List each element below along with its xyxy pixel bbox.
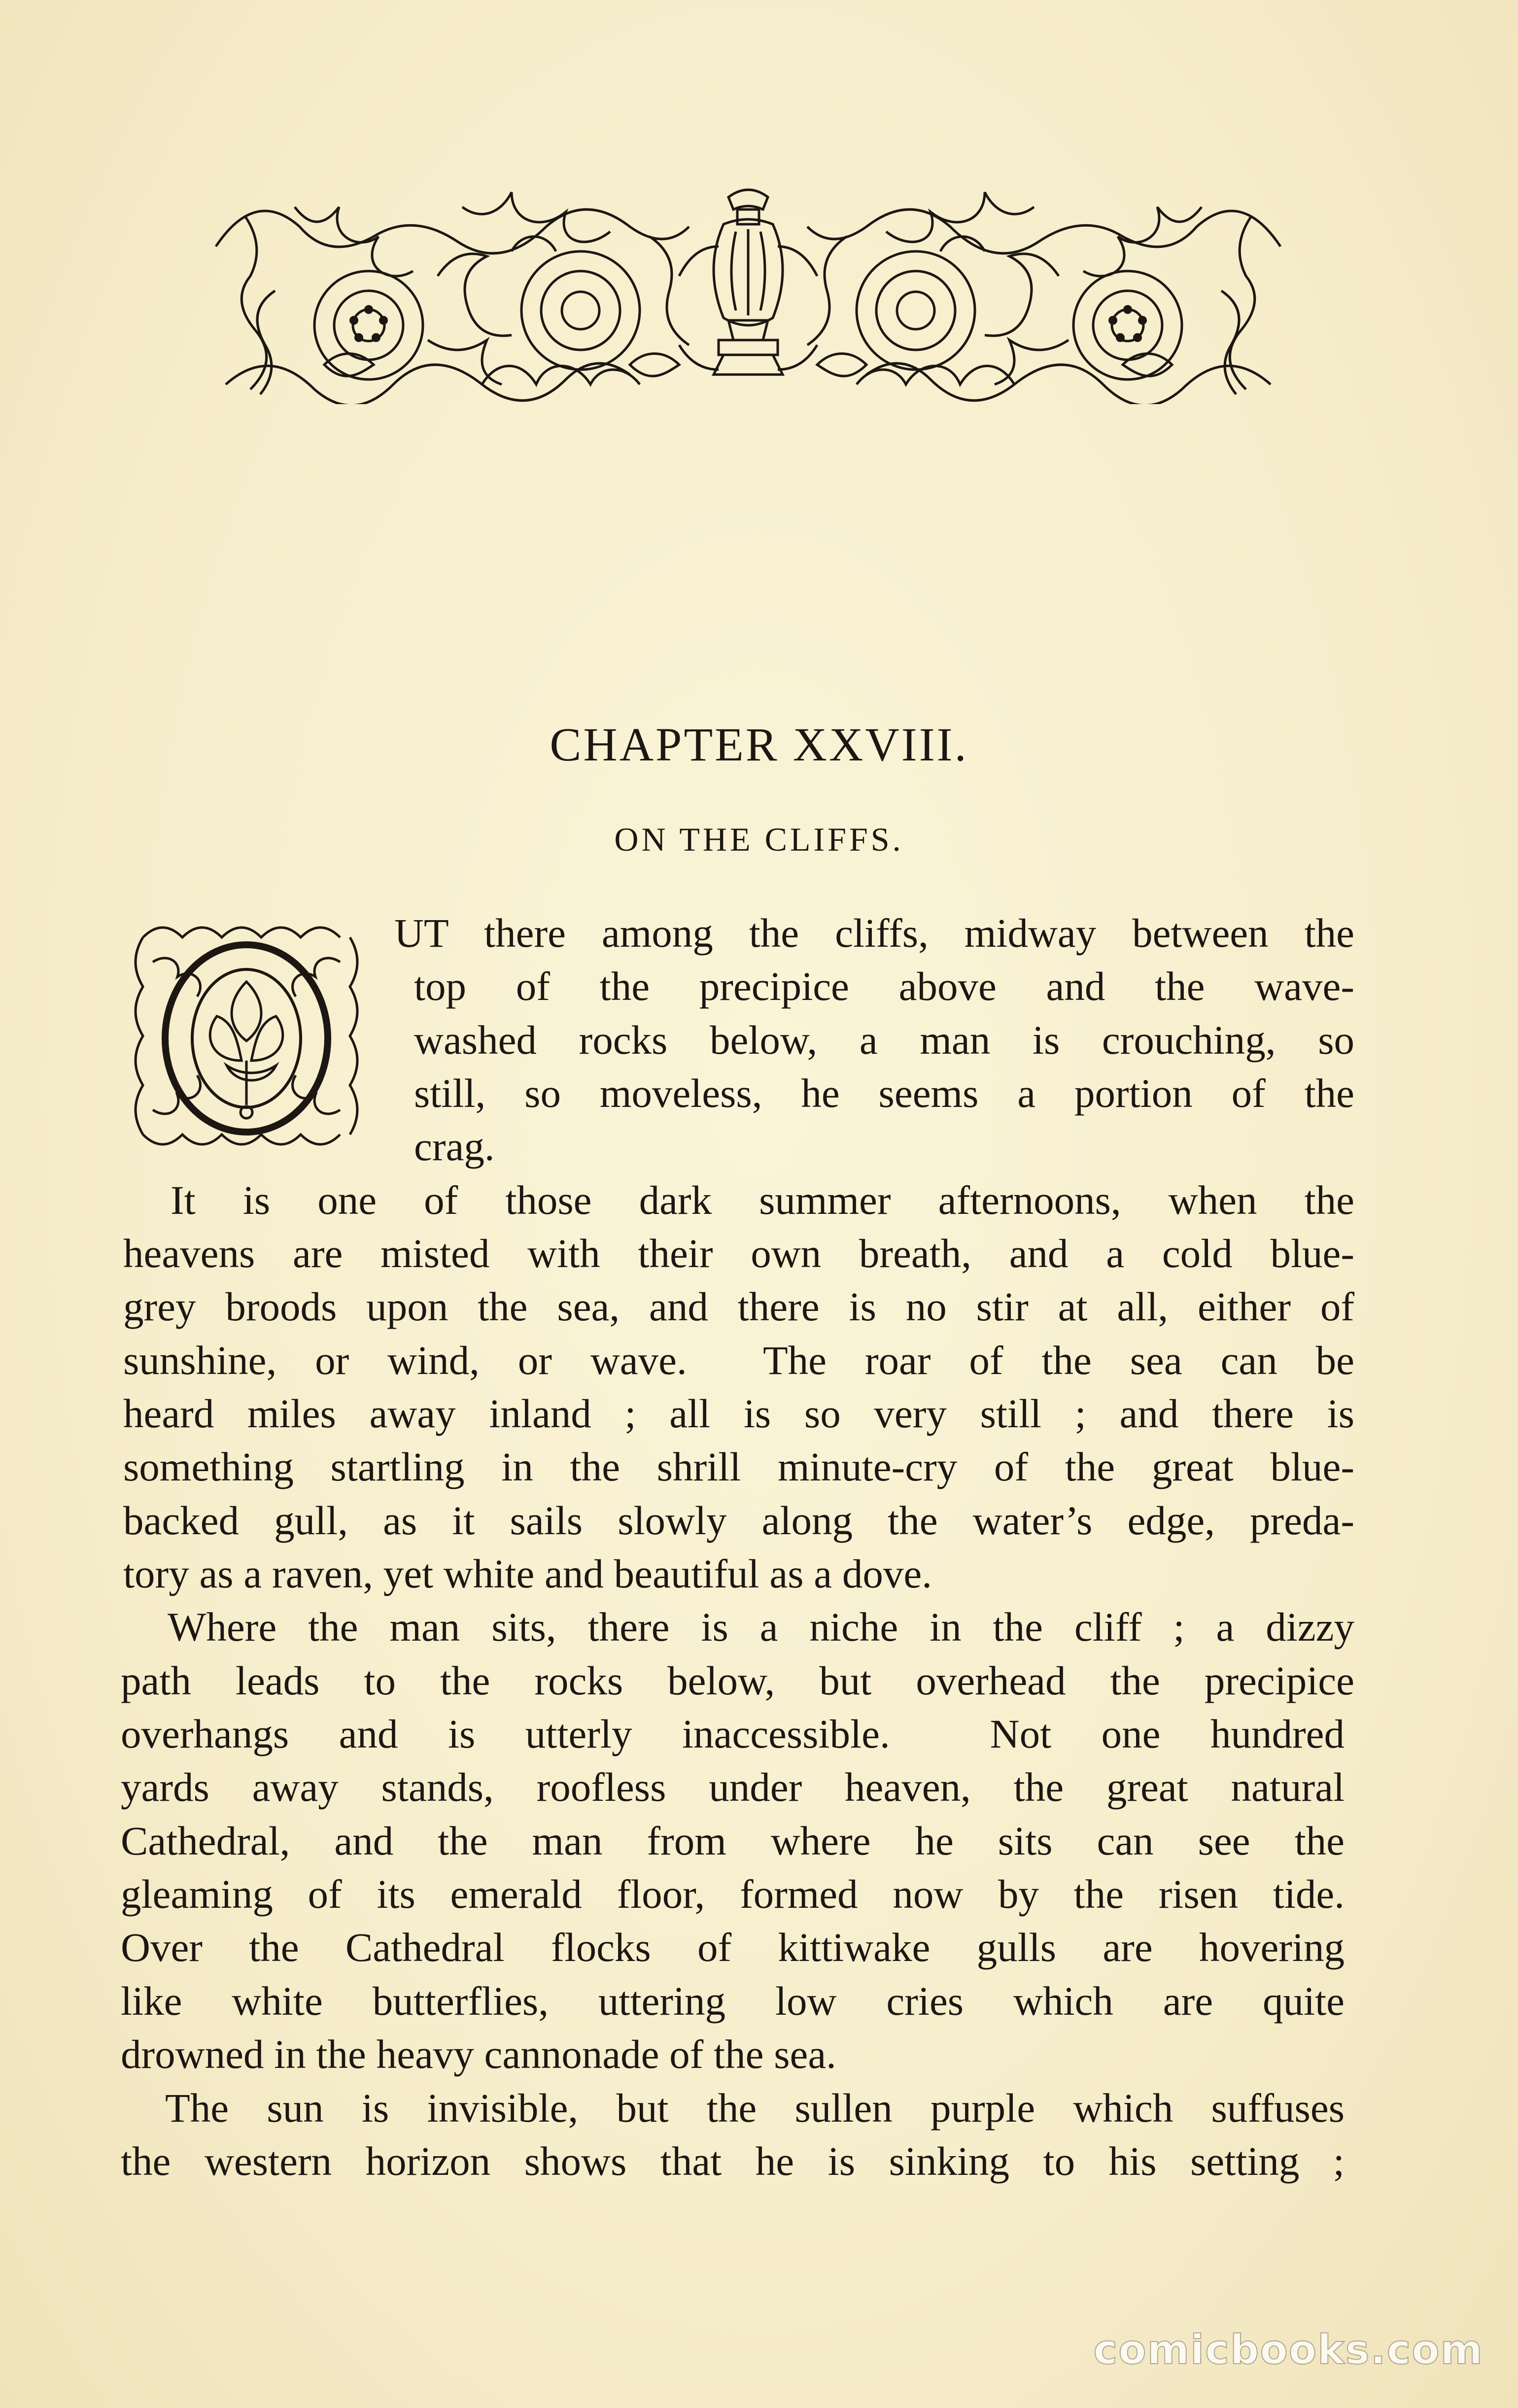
text-line: Over the Cathedral flocks of kittiwake gulls are hovering bbox=[121, 1925, 1345, 1970]
text-line: UT there among the cliffs, midway between the bbox=[394, 910, 1354, 956]
text-line: drowned in the heavy cannonade of the sea. bbox=[121, 2031, 836, 2077]
text-line: sunshine, or wind, or wave. The roar of the sea can be bbox=[123, 1338, 1354, 1383]
text-line: overhangs and is utterly inaccessible. Not one hundred bbox=[121, 1711, 1345, 1756]
watermark: comicbooks.com bbox=[1093, 2327, 1484, 2374]
text-line: crag. bbox=[414, 1124, 495, 1169]
chapter-subtitle: ON THE CLIFFS. bbox=[614, 821, 904, 858]
chapter-title: CHAPTER XXVIII. bbox=[550, 718, 968, 771]
text-line: tory as a raven, yet white and beautiful as a dove. bbox=[123, 1551, 932, 1596]
text-line: something startling in the shrill minute-cry of the great blue- bbox=[123, 1444, 1354, 1489]
text-line: It is one of those dark summer afternoons, when the bbox=[171, 1177, 1354, 1223]
text-line: Where the man sits, there is a niche in the cliff ; a dizzy bbox=[168, 1604, 1354, 1650]
text-line: The sun is invisible, but the sullen purple which suffuses bbox=[165, 2085, 1345, 2131]
drop-cap bbox=[133, 918, 360, 1149]
text-line: yards away stands, roofless under heaven, the great natural bbox=[121, 1764, 1345, 1810]
text-line: Cathedral, and the man from where he sits can see the bbox=[121, 1818, 1345, 1863]
text-line: heavens are misted with their own breath, and a cold blue- bbox=[123, 1231, 1354, 1276]
text-line: like white butterflies, uttering low cries which are quite bbox=[121, 1978, 1345, 2024]
text-line: backed gull, as it sails slowly along the water’s edge, preda- bbox=[123, 1498, 1354, 1543]
text-line: top of the precipice above and the wave- bbox=[414, 963, 1354, 1009]
text-line: gleaming of its emerald floor, formed now by the risen tide. bbox=[121, 1871, 1345, 1917]
text-line: path leads to the rocks below, but overhead the precipice bbox=[121, 1658, 1354, 1703]
text-line: still, so moveless, he seems a portion of the bbox=[414, 1070, 1354, 1116]
ornamental-headpiece bbox=[206, 177, 1290, 404]
text-line: grey broods upon the sea, and there is no stir at all, either of bbox=[123, 1284, 1354, 1329]
text-line: heard miles away inland ; all is so very still ; and there is bbox=[123, 1391, 1354, 1436]
text-line: the western horizon shows that he is sinking to his setting ; bbox=[121, 2138, 1345, 2184]
text-line: washed rocks below, a man is crouching, so bbox=[414, 1017, 1354, 1063]
